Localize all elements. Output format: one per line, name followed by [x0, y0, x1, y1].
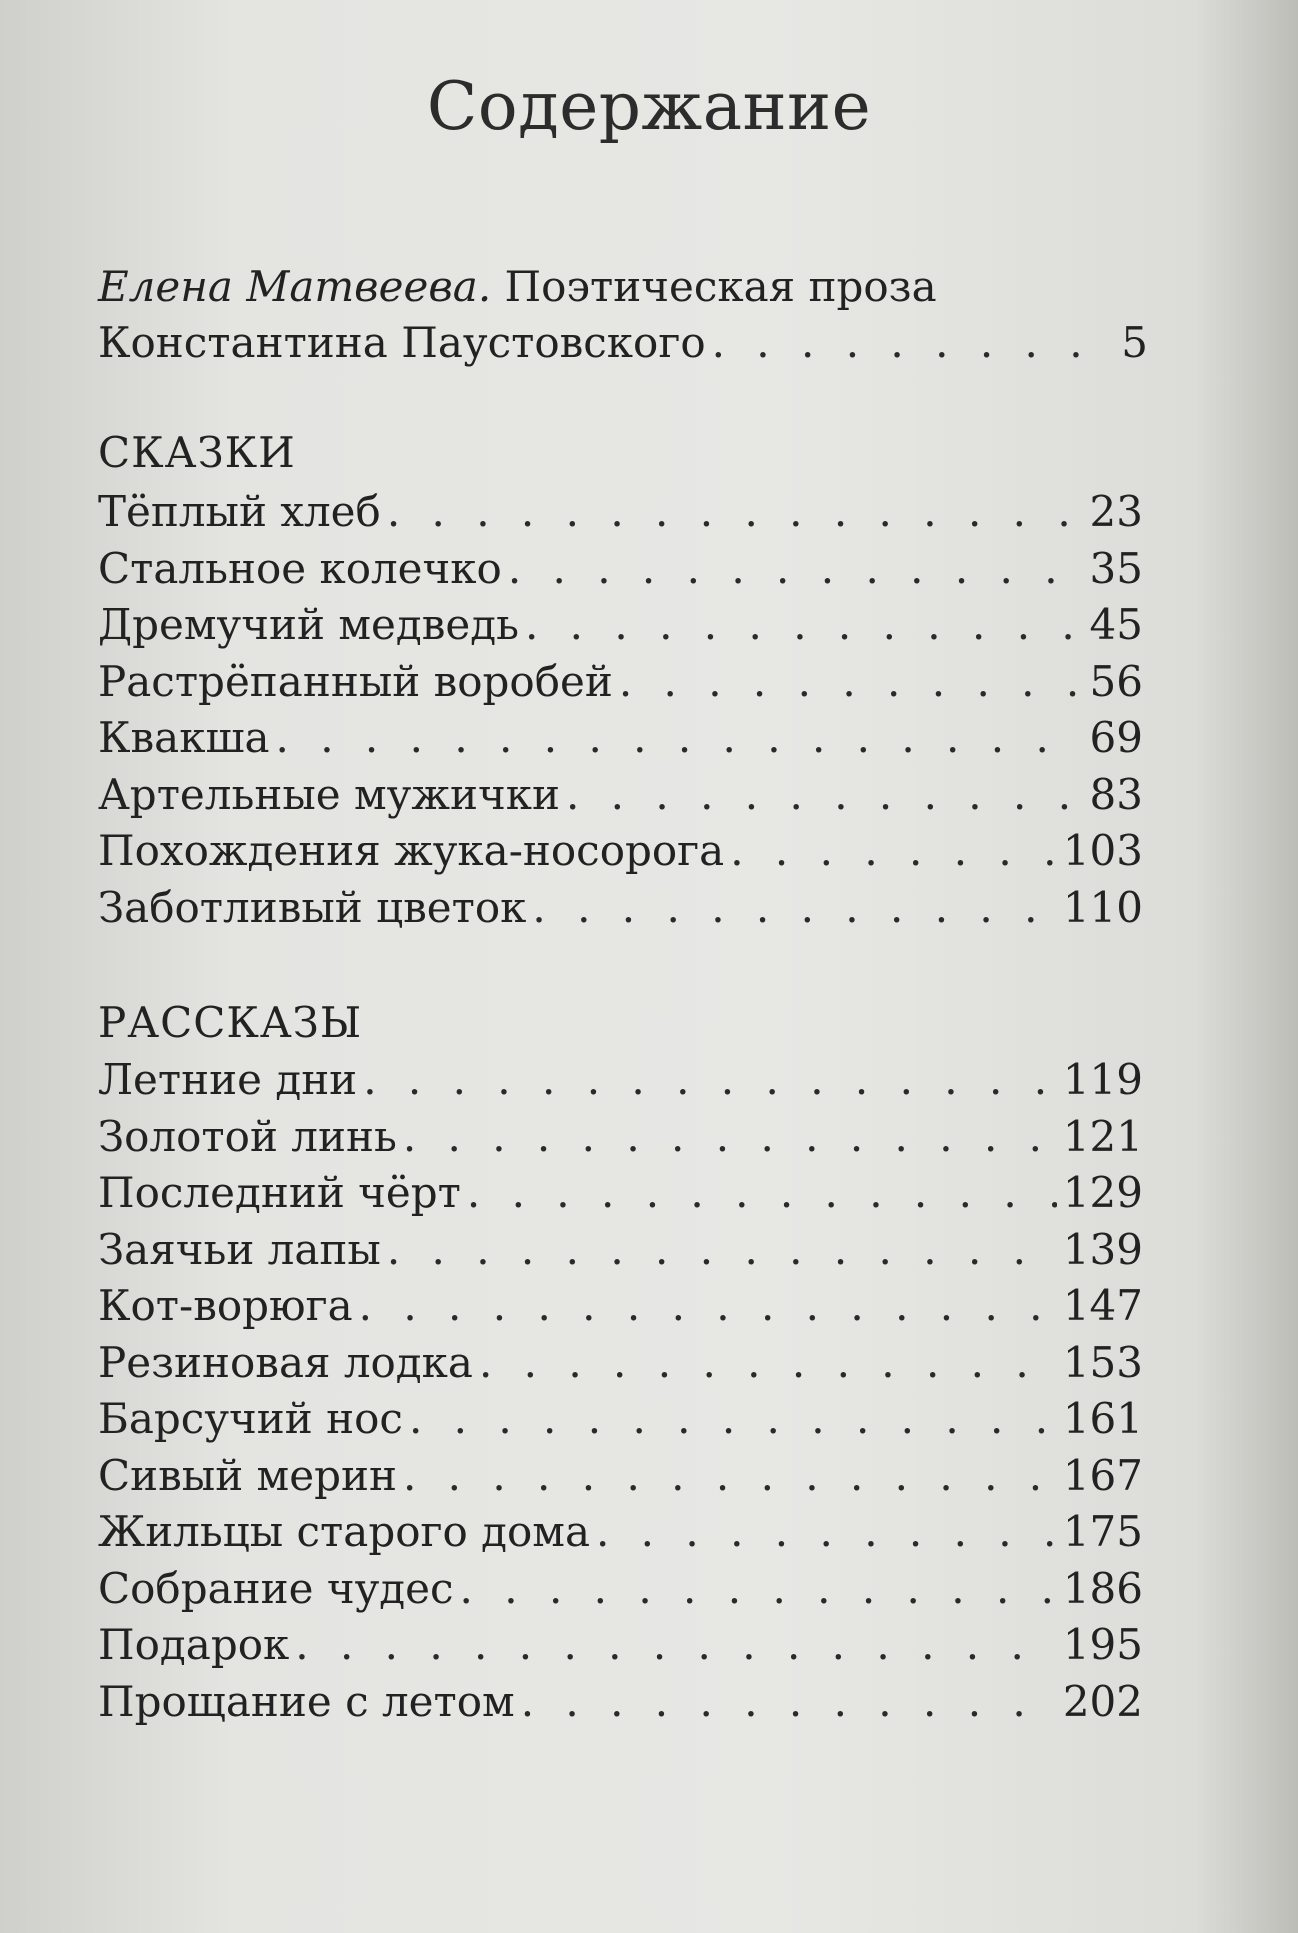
- toc-entry: [98, 880, 1143, 937]
- toc-entry: [98, 1504, 1143, 1561]
- entry-title: Барсучий нос: [98, 1394, 403, 1443]
- leader-dots: [479, 1335, 1057, 1391]
- entry-title: Квакша: [98, 713, 270, 762]
- leader-dots: [596, 1504, 1057, 1560]
- toc-entry: [98, 1165, 1143, 1222]
- section-heading-skazki: СКАЗКИ: [98, 428, 296, 477]
- leader-dots: [387, 484, 1084, 540]
- entry-page-number: 103: [1062, 826, 1143, 875]
- entry-title: Тёплый хлеб: [98, 487, 381, 536]
- leader-dots: [403, 1109, 1057, 1165]
- intro-entry: [98, 258, 1148, 372]
- entry-title: Дремучий медведь: [98, 600, 519, 649]
- toc-entry: [98, 1674, 1143, 1731]
- leader-dots: [276, 710, 1084, 766]
- entry-page-number: 45: [1089, 600, 1143, 649]
- entry-page-number: 69: [1089, 713, 1143, 762]
- leader-dots: [508, 541, 1084, 597]
- entry-page-number: 110: [1062, 882, 1143, 932]
- toc-entry: [98, 597, 1143, 654]
- intro-author: Елена Матвеева.: [98, 262, 492, 311]
- entry-title: Стальное колечко: [98, 543, 502, 593]
- entry-title: Летние дни: [98, 1055, 358, 1104]
- entry-title: Золотой линь: [98, 1111, 397, 1161]
- intro-title-part-1: Поэтическая проза: [504, 262, 937, 311]
- entry-title: Жильцы старого дома: [98, 1507, 590, 1556]
- leader-dots: [467, 1165, 1057, 1221]
- leader-dots: [566, 767, 1084, 823]
- entry-page-number: 23: [1089, 487, 1143, 536]
- intro-line-2: [98, 315, 1148, 372]
- toc-entry: [98, 1052, 1143, 1109]
- toc-entry: [98, 1561, 1143, 1618]
- toc-entry: [98, 1448, 1143, 1505]
- entry-title: Артельные мужички: [98, 769, 560, 819]
- entry-title: Последний чёрт: [98, 1168, 461, 1217]
- entry-title: Прощание с летом: [98, 1676, 515, 1726]
- entry-title: Заячьи лапы: [98, 1224, 381, 1274]
- toc-entry: [98, 1109, 1143, 1166]
- leader-dots: [525, 597, 1084, 653]
- intro-title-part-2: Константина Паустовского: [98, 318, 706, 367]
- entry-page-number: 139: [1062, 1224, 1143, 1274]
- entry-page-number: 175: [1062, 1507, 1143, 1556]
- entry-title: Заботливый цветок: [98, 882, 527, 932]
- entry-page-number: 147: [1062, 1281, 1143, 1330]
- entry-page-number: 35: [1089, 543, 1143, 593]
- toc-entry: [98, 1335, 1143, 1392]
- entry-page-number: 121: [1062, 1111, 1143, 1161]
- leader-dots: [295, 1617, 1057, 1673]
- leader-dots: [730, 823, 1057, 879]
- entry-title: Сивый мерин: [98, 1450, 397, 1500]
- toc-list-rasskazy: [98, 1052, 1143, 1730]
- intro-line-1: [98, 258, 1148, 315]
- entry-title: Растрёпанный воробей: [98, 656, 613, 706]
- toc-entry: [98, 710, 1143, 767]
- toc-entry: [98, 1278, 1143, 1335]
- toc-entry: [98, 1222, 1143, 1279]
- entry-title: Кот-ворюга: [98, 1281, 353, 1330]
- entry-page-number: 186: [1062, 1563, 1143, 1613]
- leader-dots: [359, 1278, 1057, 1334]
- toc-entry: [98, 1617, 1143, 1674]
- leader-dots: [387, 1222, 1057, 1278]
- section-heading-rasskazy: РАССКАЗЫ: [98, 998, 363, 1047]
- toc-entry: [98, 823, 1143, 880]
- intro-page-number: 5: [1121, 318, 1148, 367]
- entry-page-number: 129: [1062, 1168, 1143, 1217]
- entry-page-number: 83: [1089, 769, 1143, 819]
- leader-dots: [409, 1391, 1057, 1447]
- leader-dots: [532, 880, 1056, 936]
- entry-title: Похождения жука-носорога: [98, 826, 725, 875]
- entry-page-number: 153: [1062, 1337, 1143, 1387]
- toc-entry: [98, 541, 1143, 598]
- entry-page-number: 161: [1062, 1394, 1143, 1443]
- entry-title: Подарок: [98, 1620, 290, 1669]
- entry-page-number: 195: [1062, 1620, 1143, 1669]
- entry-page-number: 202: [1062, 1676, 1143, 1726]
- entry-page-number: 119: [1062, 1055, 1143, 1104]
- toc-entry: [98, 1391, 1143, 1448]
- entry-title: Резиновая лодка: [98, 1337, 473, 1387]
- leader-dots: [712, 315, 1116, 371]
- leader-dots: [363, 1052, 1057, 1108]
- entry-page-number: 167: [1062, 1450, 1143, 1500]
- leader-dots: [403, 1448, 1057, 1504]
- toc-list-skazki: [98, 484, 1143, 936]
- toc-entry: [98, 767, 1143, 824]
- page-title: Содержание: [426, 68, 872, 145]
- entry-page-number: 56: [1089, 656, 1143, 706]
- leader-dots: [521, 1674, 1057, 1730]
- toc-entry: [98, 654, 1143, 711]
- leader-dots: [460, 1561, 1057, 1617]
- toc-entry: [98, 484, 1143, 541]
- entry-title: Собрание чудес: [98, 1563, 454, 1613]
- leader-dots: [619, 654, 1084, 710]
